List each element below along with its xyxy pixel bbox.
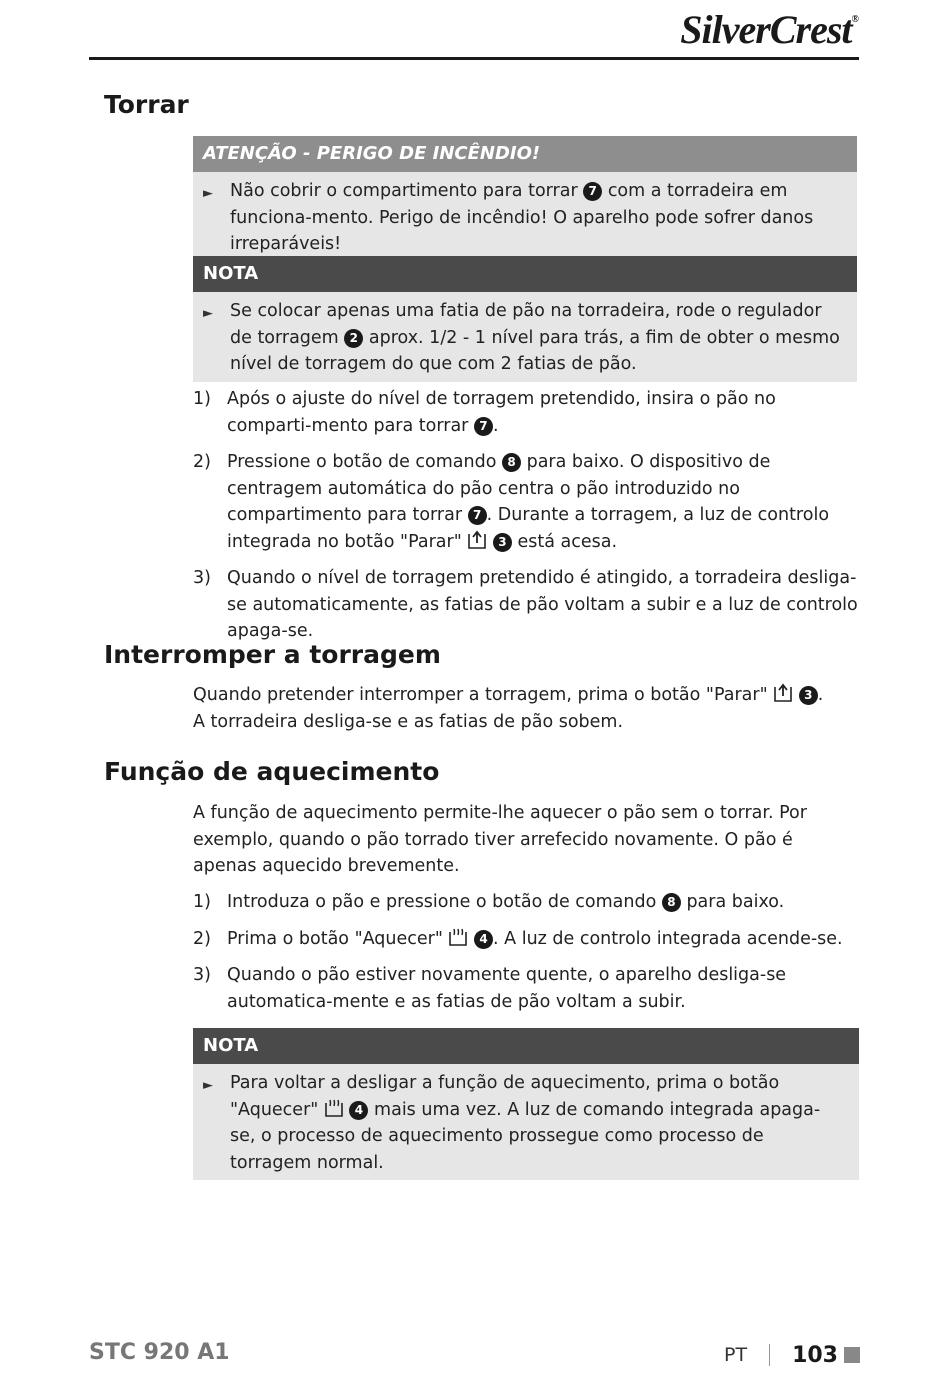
ref-number-badge: 4 <box>349 1101 368 1120</box>
stop-button-icon <box>773 682 793 703</box>
list-item: 2) Pressione o botão de comando 8 para baixo. O dispositivo de centragem automática do pão centra o pão introduzido no compartimento para torrar 7 . Durante a torragem, a luz de controlo integrada no botão "Parar" 3 está acesa. <box>193 452 830 552</box>
ref-number-badge: 8 <box>662 893 681 912</box>
note-title: NOTA <box>193 1028 859 1064</box>
section-title-interromper: Interromper a torragem <box>104 640 441 669</box>
steps-list-aquecimento <box>193 889 859 1025</box>
ref-number-badge: 3 <box>799 686 818 705</box>
section-title-aquecimento: Função de aquecimento <box>104 757 440 786</box>
brand-logo <box>680 6 858 53</box>
list-item: 2) Prima o botão "Aquecer" 4 . A luz de controlo integrada acende-se. <box>193 926 859 953</box>
bullet-arrow-icon: ► <box>203 1078 213 1093</box>
warning-content <box>193 172 857 262</box>
ref-number-badge: 2 <box>344 329 363 348</box>
footer-model: STC 920 A1 <box>89 1340 230 1365</box>
steps-list-torrar <box>193 386 859 655</box>
note-content <box>193 1064 859 1180</box>
ref-number-badge: 7 <box>468 506 487 525</box>
section-title-torrar: Torrar <box>104 90 189 119</box>
ref-number-badge: 7 <box>583 182 602 201</box>
brand-name: SilverCrest <box>680 7 852 52</box>
note-content <box>193 292 857 382</box>
ref-number-badge: 7 <box>474 417 493 436</box>
warm-button-icon <box>324 1097 344 1118</box>
ref-number-badge: 4 <box>474 930 493 949</box>
footer-divider <box>769 1344 770 1366</box>
note-title: NOTA <box>193 256 857 292</box>
ref-number-badge: 3 <box>493 533 512 552</box>
warning-box <box>193 136 857 262</box>
square-marker-icon <box>844 1347 860 1363</box>
note-text: Para voltar a desligar a função de aquecimento, prima o botão "Aquecer" 4 mais uma vez. A luz de comando integrada apaga-se, o processo de aquecimento prossegue como processo de torragem normal. <box>230 1073 821 1173</box>
list-item: 1) Introduza o pão e pressione o botão de comando 8 para baixo. <box>193 892 785 912</box>
aquecimento-intro: A função de aquecimento permite-lhe aquecer o pão sem o torrar. Por exemplo, quando o pão torrado tiver arrefecido novamente. O pão é apenas aquecido brevemente. <box>193 803 807 876</box>
note-box <box>193 256 857 382</box>
note-box <box>193 1028 859 1180</box>
stop-button-icon <box>467 529 487 550</box>
warning-title: ATENÇÃO - PERIGO DE INCÊNDIO! <box>193 136 857 172</box>
list-item: 3) Quando o nível de torragem pretendido é atingido, a torradeira desliga-se automaticamente, as fatias de pão voltam a subir e a luz de controlo apaga-se. <box>193 568 858 641</box>
footer-page-info <box>724 1340 860 1370</box>
list-item: 1) Após o ajuste do nível de torragem pretendido, insira o pão no comparti-mento para torrar 7 . <box>193 389 776 436</box>
list-item: 3) Quando o pão estiver novamente quente, o aparelho desliga-se automatica-mente e as fatias de pão voltam a subir. <box>193 965 787 1012</box>
registered-mark: ® <box>851 14 858 25</box>
warning-text: Não cobrir o compartimento para torrar 7 com a torradeira em funciona-mento. Perigo de incêndio! O aparelho pode sofrer danos irreparáveis! <box>230 181 814 254</box>
warm-button-icon <box>448 926 468 947</box>
header-rule <box>89 57 859 60</box>
bullet-arrow-icon: ► <box>203 306 213 321</box>
page-number: 103 <box>792 1342 838 1368</box>
footer-language: PT <box>723 1344 748 1366</box>
interromper-text: Quando pretender interromper a torragem, prima o botão "Parar" 3 . A torradeira desliga-se e as fatias de pão sobem. <box>193 682 859 735</box>
note-text: Se colocar apenas uma fatia de pão na torradeira, rode o regulador de torragem 2 aprox. 1/2 - 1 nível para trás, a fim de obter o mesmo nível de torragem do que com 2 fatias de pão. <box>230 301 840 374</box>
bullet-arrow-icon: ► <box>203 186 213 201</box>
ref-number-badge: 8 <box>502 453 521 472</box>
